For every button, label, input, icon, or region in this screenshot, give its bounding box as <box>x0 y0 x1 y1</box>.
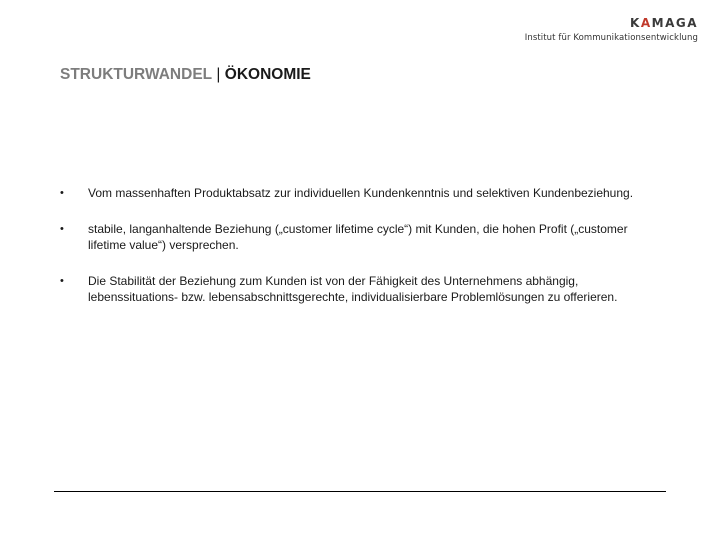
bullet-text: Die Stabilität der Beziehung zum Kunden ist von der Fähigkeit des Unternehmens abhängig, lebenssituations- bzw. lebensabschnittsgerechte, individualisierbare Problemlösungen zu offerieren. <box>88 274 618 304</box>
title-part-2: ÖKONOMIE <box>224 66 311 83</box>
bullet-list <box>60 185 660 325</box>
bullet-marker: • <box>60 223 64 235</box>
bullet-marker: • <box>60 275 64 287</box>
slide-title <box>60 66 311 84</box>
logo-name <box>525 16 698 30</box>
title-separator: | <box>212 66 225 83</box>
bullet-text: Vom massenhaften Produktabsatz zur individuellen Kundenkenntnis und selektiven Kundenbeziehung. <box>88 186 634 200</box>
kamaga-logo <box>525 16 698 44</box>
bullet-item <box>60 185 660 201</box>
logo-subtitle: Institut für Kommunikationsentwicklung <box>524 33 698 43</box>
logo-name-accent: A <box>640 16 652 30</box>
footer-divider <box>54 491 666 492</box>
logo-name-prefix: K <box>630 16 641 30</box>
bullet-marker: • <box>60 187 64 199</box>
bullet-item <box>60 221 660 253</box>
bullet-text: stabile, langanhaltende Beziehung („customer lifetime cycle“) mit Kunden, die hohen Profit („customer lifetime value“) versprechen. <box>88 222 628 252</box>
title-part-1: STRUKTURWANDEL <box>60 66 213 83</box>
logo-name-suffix: MAGA <box>651 16 698 30</box>
bullet-item <box>60 273 660 305</box>
